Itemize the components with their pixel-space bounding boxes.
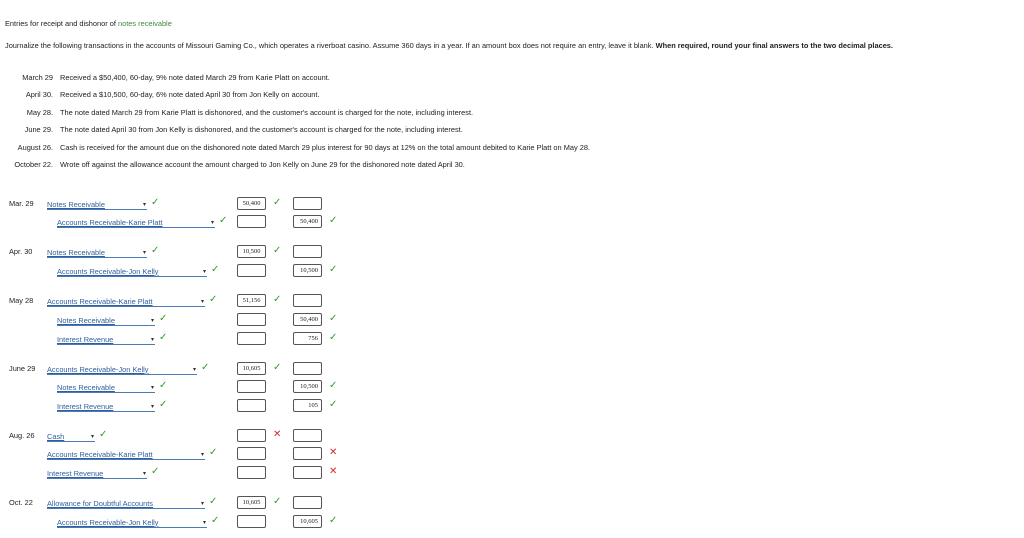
check-icon: ✓ bbox=[209, 294, 218, 305]
check-icon: ✓ bbox=[329, 515, 338, 526]
account-label: Notes Receivable bbox=[47, 247, 105, 257]
debit-input[interactable] bbox=[237, 515, 266, 528]
debit-input[interactable] bbox=[237, 466, 266, 479]
check-icon: ✓ bbox=[209, 447, 218, 458]
credit-input[interactable] bbox=[293, 294, 322, 307]
debit-input[interactable]: 50,400 bbox=[237, 197, 266, 210]
check-icon: ✓ bbox=[329, 215, 338, 226]
account-select[interactable] bbox=[57, 517, 207, 528]
transaction-text: The note dated April 30 from Jon Kelly is dishonored, and the customer's account is charged for the note, including interest. bbox=[60, 125, 463, 134]
account-label: Notes Receivable bbox=[57, 315, 115, 325]
transaction-text: Wrote off against the allowance account the amount charged to Jon Kelly on June 29 for the dishonored note dated April 30. bbox=[60, 160, 465, 169]
credit-input[interactable]: 50,400 bbox=[293, 313, 322, 326]
account-label: Interest Revenue bbox=[57, 401, 114, 411]
account-label: Allowance for Doubtful Accounts bbox=[47, 498, 153, 508]
instructions bbox=[5, 40, 1020, 52]
check-icon: ✓ bbox=[329, 332, 338, 343]
check-icon: ✓ bbox=[151, 197, 160, 208]
entry-date: May 28 bbox=[9, 296, 34, 305]
check-icon: ✓ bbox=[329, 313, 338, 324]
account-label: Accounts Receivable-Karie Platt bbox=[47, 449, 153, 459]
credit-input[interactable] bbox=[293, 447, 322, 460]
credit-input[interactable] bbox=[293, 466, 322, 479]
check-icon: ✓ bbox=[159, 332, 168, 343]
credit-input[interactable]: 756 bbox=[293, 332, 322, 345]
chevron-down-icon: ▾ bbox=[200, 500, 204, 507]
debit-input[interactable] bbox=[237, 215, 266, 228]
transaction-text: Received a $10,500, 60-day, 6% note dated April 30 from Jon Kelly on account. bbox=[60, 90, 320, 99]
debit-input[interactable] bbox=[237, 264, 266, 277]
check-icon: ✓ bbox=[329, 380, 338, 391]
check-icon: ✓ bbox=[329, 399, 338, 410]
credit-input[interactable]: 10,500 bbox=[293, 264, 322, 277]
check-icon: ✓ bbox=[151, 245, 160, 256]
chevron-down-icon: ▾ bbox=[142, 201, 146, 208]
debit-input[interactable] bbox=[237, 429, 266, 442]
chevron-down-icon: ▾ bbox=[142, 249, 146, 256]
check-icon: ✓ bbox=[211, 515, 220, 526]
check-icon: ✓ bbox=[273, 245, 282, 256]
account-select[interactable] bbox=[47, 498, 205, 509]
chevron-down-icon: ▾ bbox=[150, 403, 154, 410]
account-select[interactable] bbox=[47, 431, 95, 442]
account-select[interactable] bbox=[57, 334, 155, 345]
check-icon: ✓ bbox=[273, 362, 282, 373]
credit-input[interactable] bbox=[293, 197, 322, 210]
transaction-text: Received a $50,400, 60-day, 9% note dated March 29 from Karie Platt on account. bbox=[60, 73, 330, 82]
credit-input[interactable] bbox=[293, 429, 322, 442]
account-label: Accounts Receivable-Jon Kelly bbox=[47, 364, 149, 374]
account-label: Notes Receivable bbox=[47, 199, 105, 209]
credit-input[interactable]: 50,400 bbox=[293, 215, 322, 228]
title-text: Entries for receipt and dishonor of bbox=[5, 19, 118, 28]
account-select[interactable] bbox=[47, 247, 147, 258]
chevron-down-icon: ▾ bbox=[150, 384, 154, 391]
page-title bbox=[5, 19, 172, 28]
credit-input[interactable] bbox=[293, 245, 322, 258]
check-icon: ✓ bbox=[273, 294, 282, 305]
account-select[interactable] bbox=[57, 315, 155, 326]
account-select[interactable] bbox=[57, 217, 215, 228]
cross-icon: ✕ bbox=[329, 447, 338, 458]
account-select[interactable] bbox=[57, 266, 207, 277]
debit-input[interactable] bbox=[237, 332, 266, 345]
check-icon: ✓ bbox=[99, 429, 108, 440]
entry-date: Aug. 26 bbox=[9, 431, 35, 440]
account-label: Accounts Receivable-Jon Kelly bbox=[57, 266, 159, 276]
debit-input[interactable] bbox=[237, 313, 266, 326]
check-icon: ✓ bbox=[159, 399, 168, 410]
transaction-text: Cash is received for the amount due on the dishonored note dated March 29 plus interest for 90 days at 12% on the total amount debited to Karie Platt on May 28. bbox=[60, 143, 590, 152]
account-label: Cash bbox=[47, 431, 65, 441]
debit-input[interactable]: 51,156 bbox=[237, 294, 266, 307]
debit-input[interactable] bbox=[237, 447, 266, 460]
chevron-down-icon: ▾ bbox=[90, 433, 94, 440]
check-icon: ✓ bbox=[209, 496, 218, 507]
transaction-date: April 30. bbox=[25, 90, 53, 99]
debit-input[interactable]: 10,500 bbox=[237, 245, 266, 258]
check-icon: ✓ bbox=[211, 264, 220, 275]
cross-icon: ✕ bbox=[329, 466, 338, 477]
check-icon: ✓ bbox=[201, 362, 210, 373]
transaction-date: June 29. bbox=[24, 125, 53, 134]
title-link[interactable]: notes receivable bbox=[117, 19, 172, 28]
entry-date: June 29 bbox=[9, 364, 36, 373]
debit-input[interactable] bbox=[237, 399, 266, 412]
chevron-down-icon: ▾ bbox=[210, 219, 214, 226]
transaction-date: October 22. bbox=[14, 160, 53, 169]
account-select[interactable] bbox=[47, 449, 205, 460]
credit-input[interactable]: 10,605 bbox=[293, 515, 322, 528]
chevron-down-icon: ▾ bbox=[200, 298, 204, 305]
instructions-main: Journalize the following transactions in the accounts of Missouri Gaming Co., which operates a riverboat casino. Assume 360 days in a year. If an amount box does not require an entry, leave it blank. bbox=[5, 41, 654, 50]
account-label: Interest Revenue bbox=[47, 468, 104, 478]
instructions-bold: When required, round your final answers to the two decimal places. bbox=[655, 41, 893, 50]
check-icon: ✓ bbox=[159, 380, 168, 391]
account-select[interactable] bbox=[47, 199, 147, 210]
account-select[interactable] bbox=[57, 401, 155, 412]
account-label: Notes Receivable bbox=[57, 382, 115, 392]
debit-input[interactable]: 10,605 bbox=[237, 362, 266, 375]
account-select[interactable] bbox=[57, 382, 155, 393]
entry-date: Apr. 30 bbox=[9, 247, 33, 256]
entry-date: Oct. 22 bbox=[9, 498, 33, 507]
check-icon: ✓ bbox=[219, 215, 228, 226]
chevron-down-icon: ▾ bbox=[150, 336, 154, 343]
cross-icon: ✕ bbox=[273, 429, 282, 440]
transaction-date: March 29 bbox=[22, 73, 53, 82]
credit-input[interactable] bbox=[293, 362, 322, 375]
check-icon: ✓ bbox=[151, 466, 160, 477]
chevron-down-icon: ▾ bbox=[142, 470, 146, 477]
account-label: Accounts Receivable-Jon Kelly bbox=[57, 517, 159, 527]
credit-input[interactable]: 105 bbox=[293, 399, 322, 412]
account-select[interactable] bbox=[47, 296, 205, 307]
transaction-date: August 26. bbox=[17, 143, 53, 152]
debit-input[interactable] bbox=[237, 380, 266, 393]
credit-input[interactable] bbox=[293, 496, 322, 509]
check-icon: ✓ bbox=[273, 197, 282, 208]
credit-input[interactable]: 10,500 bbox=[293, 380, 322, 393]
account-label: Accounts Receivable-Karie Platt bbox=[47, 296, 153, 306]
chevron-down-icon: ▾ bbox=[202, 519, 206, 526]
account-select[interactable] bbox=[47, 468, 147, 479]
check-icon: ✓ bbox=[159, 313, 168, 324]
check-icon: ✓ bbox=[329, 264, 338, 275]
account-label: Accounts Receivable-Karie Platt bbox=[57, 217, 163, 227]
account-label: Interest Revenue bbox=[57, 334, 114, 344]
account-select[interactable] bbox=[47, 364, 197, 375]
debit-input[interactable]: 10,605 bbox=[237, 496, 266, 509]
chevron-down-icon: ▾ bbox=[200, 451, 204, 458]
entry-date: Mar. 29 bbox=[9, 199, 34, 208]
check-icon: ✓ bbox=[273, 496, 282, 507]
chevron-down-icon: ▾ bbox=[202, 268, 206, 275]
transaction-date: May 28. bbox=[26, 108, 53, 117]
transaction-text: The note dated March 29 from Karie Platt is dishonored, and the customer's account is charged for the note, including interest. bbox=[60, 108, 474, 117]
chevron-down-icon: ▾ bbox=[150, 317, 154, 324]
chevron-down-icon: ▾ bbox=[192, 366, 196, 373]
